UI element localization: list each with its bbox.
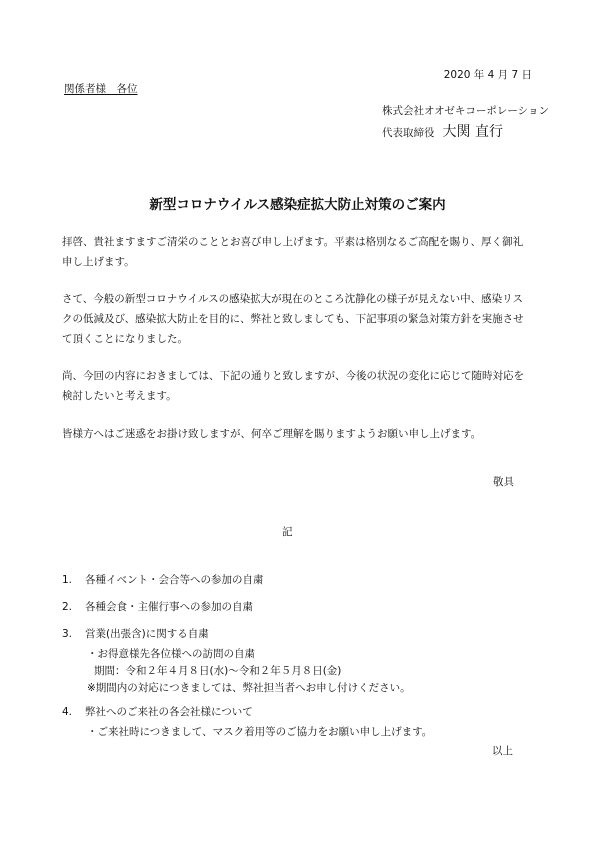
item-text: 営業(出張含)に関する自粛 (85, 628, 209, 640)
item-sub-line: ・ご来社時につきまして、マスク着用等のご協力をお願い申し上げます。 (87, 726, 433, 738)
item-number: 1. (62, 574, 73, 586)
list-item (62, 701, 542, 724)
recipient-line: 関係者様 各位 (64, 83, 138, 95)
item-number: 3. (62, 628, 73, 640)
item-text: 弊社へのご来社の各会社様について (85, 706, 253, 718)
item-number: 4. (62, 706, 73, 718)
ki-heading: 記 (282, 526, 293, 538)
item-sub-line: 期間：令和２年４月８日(水)～令和２年５月８日(金) (94, 665, 342, 677)
closing-keigu: 敬具 (493, 476, 514, 488)
closing-ijou: 以上 (492, 745, 513, 757)
representative-name: 大関 直行 (442, 124, 503, 140)
paragraph-note: 尚、今回の内容におきましては、下記の通りと致しますが、今後の状況の変化に応じて随時対応を検討したいと考えます。 (62, 370, 524, 402)
list-item (62, 569, 542, 592)
company-name: 株式会社オオゼキコーポレーション (382, 105, 549, 117)
document-date: 2020 年 4 月 7 日 (443, 69, 532, 81)
list-item (62, 623, 542, 646)
paragraph-apology: 皆様方へはご迷惑をお掛け致しますが、何卒ご理解を賜りますようお願い申し上げます。 (62, 428, 482, 440)
representative (382, 121, 503, 141)
item-number: 2. (62, 601, 73, 613)
measures-list (62, 569, 542, 741)
paragraph-purpose: さて、今般の新型コロナウイルスの感染拡大が現在のところ沈静化の様子が見えない中、感染リスクの低減及び、感染拡大防止を目的に、弊社と致しましても、下記事項の緊急対策方針を実施させて頂くことになりました。 (62, 293, 524, 345)
item-sub-line: ※期間内の対応につきましては、弊社担当者へお申し付けください。 (87, 682, 411, 694)
item-text: 各種会食・主催行事への参加の自粛 (85, 601, 253, 613)
paragraph-greeting: 拝啓、貴社ますますご清栄のこととお喜び申し上げます。平素は格別なるご高配を賜り、厚く御礼申し上げます。 (62, 236, 524, 268)
representative-role: 代表取締役 (382, 127, 435, 139)
item-text: 各種イベント・会合等への参加の自粛 (85, 574, 264, 586)
document-title: 新型コロナウイルス感染症拡大防止対策のご案内 (149, 197, 446, 213)
list-item (62, 596, 542, 619)
item-sub-line: ・お得意様先各位様への訪問の自粛 (87, 648, 255, 660)
